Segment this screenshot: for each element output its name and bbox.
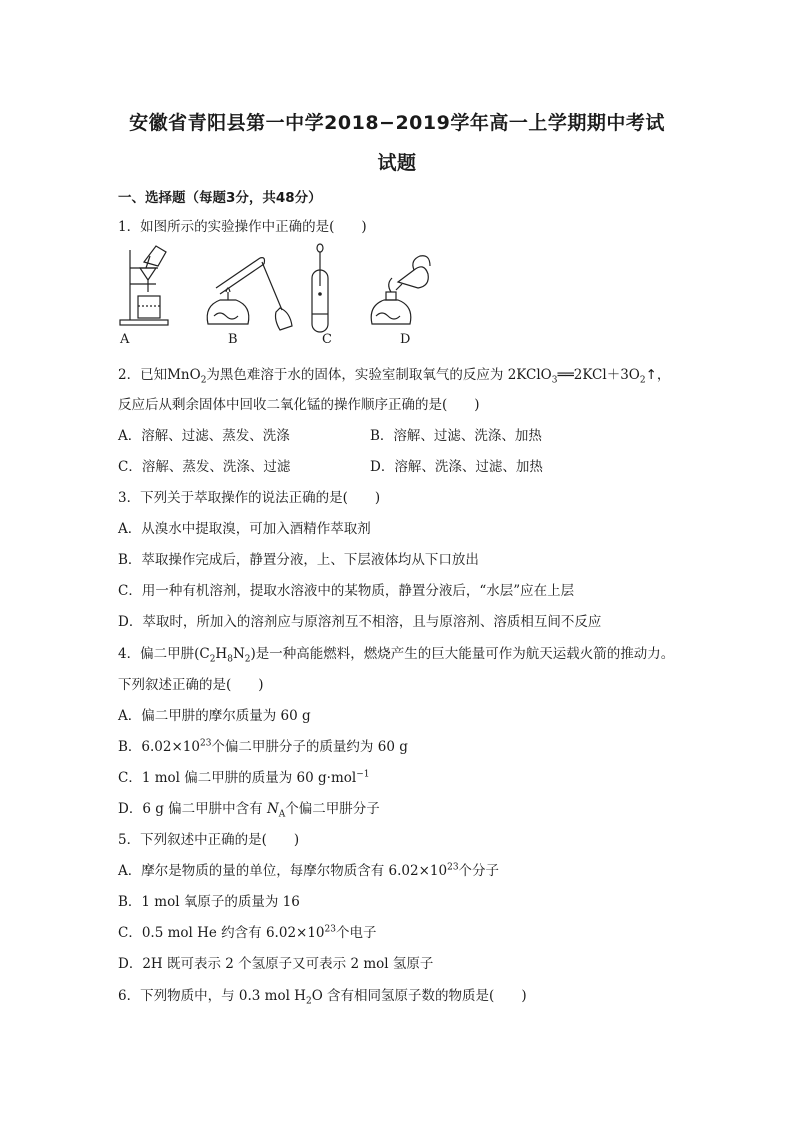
question-4-option-c: C．1 mol 偏二甲肼的质量为 60 g·mol$^{-1}$ bbox=[118, 769, 370, 786]
question-3-option-b: B．萃取操作完成后，静置分液，上、下层液体均从下口放出 bbox=[118, 552, 479, 568]
question-5-option-c: C．0.5 mol He 约含有 $6.02\times 10^{23}$个电子 bbox=[118, 924, 377, 941]
question-5-stem: 5．下列叙述中正确的是( ) bbox=[118, 832, 300, 848]
question-2-stem: 2．已知MnO$_2$为黑色难溶于水的固体，实验室制取氧气的反应为 $2KClO_3══2KCl+3O_2↑$， bbox=[118, 367, 671, 386]
question-2-option-b: B．溶解、过滤、洗涤、加热 bbox=[370, 428, 542, 444]
page-title-line2: 试题 bbox=[377, 152, 417, 174]
figure-label-d: D bbox=[400, 332, 411, 347]
question-4-stem: 4．偏二甲肼$(C_2H_8N_2)$是一种高能燃料，燃烧产生的巨大能量可作为航天运载火箭的推动力。 bbox=[118, 646, 675, 665]
figure-a-filtration bbox=[120, 246, 168, 325]
question-2-option-c: C．溶解、蒸发、洗涤、过滤 bbox=[118, 459, 291, 475]
question-4-option-b: B．$6.02\times 10^{23}$个偏二甲肼分子的质量约为 60 g bbox=[118, 738, 408, 755]
section-heading: 一、选择题（每题3分，共48分） bbox=[118, 190, 322, 206]
figure-c-dropper bbox=[312, 244, 328, 332]
page-title: 安徽省青阳县第一中学2018−2019学年高一上学期期中考试 bbox=[129, 112, 665, 134]
question-2-option-d: D．溶解、洗涤、过滤、加热 bbox=[370, 459, 543, 475]
question-5-option-a: A．摩尔是物质的量的单位，每摩尔物质含有 $6.02\times 10^{23}$个分子 bbox=[118, 862, 500, 879]
question-2-stem-line2: 反应后从剩余固体中回收二氧化锰的操作顺序正确的是( ) bbox=[118, 397, 480, 413]
question-3-option-d: D．萃取时，所加入的溶剂应与原溶剂互不相溶，且与原溶剂、溶质相互间不反应 bbox=[118, 614, 602, 630]
question-3-option-c: C．用一种有机溶剂，提取水溶液中的某物质，静置分液后，“水层”应在上层 bbox=[118, 583, 575, 599]
lab-apparatus-figure bbox=[118, 240, 448, 348]
figure-b-heating-tube bbox=[207, 258, 292, 330]
question-3-stem: 3．下列关于萃取操作的说法正确的是( ) bbox=[118, 490, 381, 506]
figure-label-b: B bbox=[228, 332, 238, 347]
question-4-stem-line2: 下列叙述正确的是( ) bbox=[118, 677, 264, 693]
figure-d-lamp-lighting bbox=[371, 256, 430, 324]
question-4-option-a: A．偏二甲肼的摩尔质量为 60 g bbox=[118, 708, 311, 724]
question-6-stem: 6．下列物质中，与 0.3 mol $H_2O$ 含有相同氢原子数的物质是( ) bbox=[118, 988, 527, 1007]
question-5-option-b: B．1 mol 氧原子的质量为 16 bbox=[118, 894, 300, 910]
question-5-option-d: D．2H 既可表示 2 个氢原子又可表示 2 mol 氢原子 bbox=[118, 956, 434, 972]
question-3-option-a: A．从溴水中提取溴，可加入酒精作萃取剂 bbox=[118, 521, 371, 537]
figure-label-c: C bbox=[322, 332, 332, 347]
question-4-option-d: D．6 g 偏二甲肼中含有 $N_A$个偏二甲肼分子 bbox=[118, 801, 380, 820]
question-1-stem: 1．如图所示的实验操作中正确的是( ) bbox=[118, 219, 367, 235]
figure-label-a: A bbox=[120, 332, 130, 347]
question-2-option-a: A．溶解、过滤、蒸发、洗涤 bbox=[118, 428, 290, 444]
